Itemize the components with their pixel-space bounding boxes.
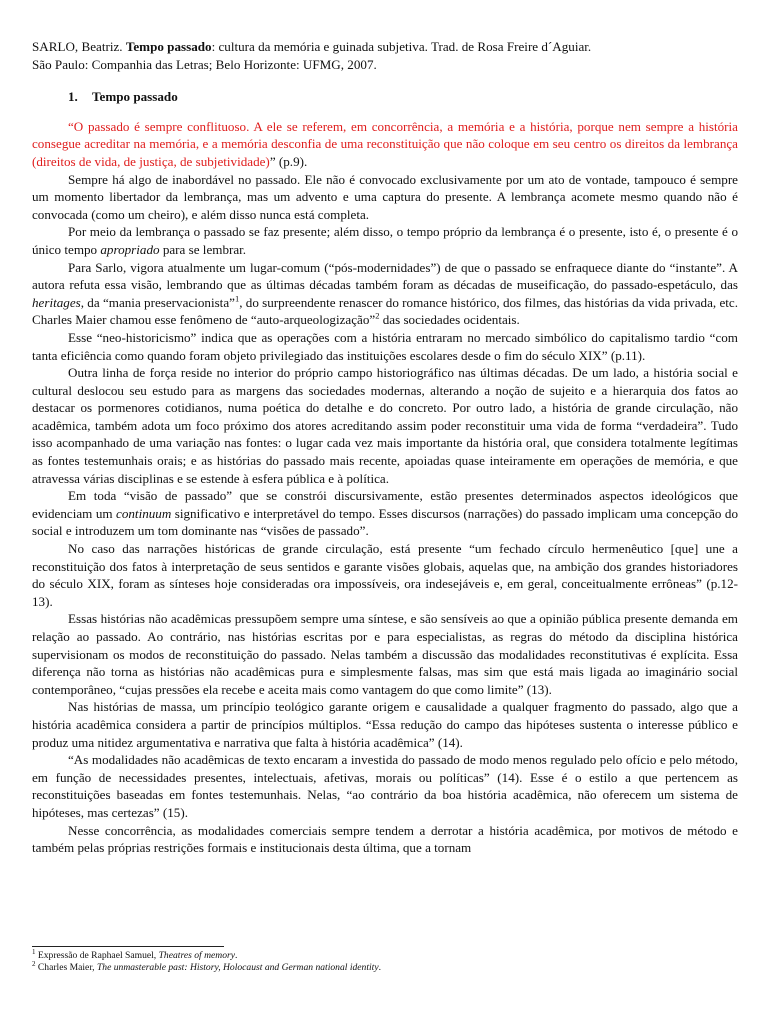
bibliographic-reference — [32, 38, 738, 73]
paragraph: Nesse concorrência, as modalidades comerciais sempre tendem a derrotar a história acadêmica, por motivos de método e também pelas próprias restrições formais e institucionais desta última, que a tornam — [32, 822, 738, 856]
footnotes — [32, 946, 738, 974]
paragraph: Essas histórias não acadêmicas pressupõem sempre uma síntese, e são sensíveis ao que a opinião pública presente demanda em relação ao passado. Ao contrário, nas histórias escritas por e para especialistas, as regras do método da disciplina histórica supervisionam os modos de reconstituição do passado. Nelas também a discussão das modalidades reconstitutivas é explícita. Essa diferença não torna as histórias não acadêmicas pura e simplesmente falsas, mas sim que está mais ligada ao imaginário social contemporâneo, “cujas pressões ela recebe e aceita mais como vantagem do que como limite” (13). — [32, 611, 738, 697]
paragraph: Outra linha de força reside no interior do próprio campo historiográfico nas últimas décadas. De um lado, a história social e cultural deslocou seu estudo para as margens das sociedades modernas, alterando a noção de sujeito e a hierarquia dos fatos ao destacar os pormenores cotidianos, numa poética do detalhe e do concreto. Por outro lado, a história de grande circulação, não acadêmica, também adota um foco próximo dos atores acreditando assim poder reconstituir uma vida de forma “verdadeira”. Tudo isso acompanhado de uma variação nas fontes: o lugar cada vez mais importante da história oral, que considera totalmente legítimas as fontes testemunhais orais; e as histórias do passado mais recente, apoiadas quase inteiramente em operações de memória, e que atravessa várias disciplinas e se estende à esfera pública e à política. — [32, 365, 738, 486]
footnote-1: $^1$ Expressão de Raphael Samuel, Theatres of memory. — [32, 947, 238, 961]
section-heading — [68, 88, 738, 106]
footnote-ref-2[interactable]: 2 — [375, 310, 380, 321]
highlighted-quote: “O passado é sempre conflituoso. A ele se referem, em concorrência, a memória e a história, porque nem sempre a história consegue acreditar na memória, e a memória desconfia de uma reconstituição que não coloque em seu centro os direitos da lembrança (direitos de vida, de justiça, de subjetividade) — [32, 118, 738, 169]
paragraph: Esse “neo-historicismo” indica que as operações com a história entraram no mercado simbólico do capitalismo tardio “com tanta eficiência como quando foram objeto privilegiado das instituições escolares desde o fim do século XIX” (p.11). — [32, 329, 738, 363]
book-title: Tempo passado — [125, 39, 212, 54]
paragraph-quote — [32, 118, 738, 171]
section-title: Tempo passado — [92, 89, 178, 105]
reference-line-2: São Paulo: Companhia das Letras; Belo Horizonte: UFMG, 2007. — [32, 56, 377, 72]
quote-citation: ” (p.9). — [269, 153, 308, 169]
reference-line-1: SARLO, Beatriz. Tempo passado: cultura da memória e guinada subjetiva. Trad. de Rosa Freire d´Aguiar. — [32, 39, 592, 54]
footnote-divider — [32, 946, 224, 947]
paragraph: “As modalidades não acadêmicas de texto encaram a investida do passado de modo menos regulado pelo ofício e pelo método, em função de necessidades presentes, intelectuais, afetivas, morais ou políticas” (14). Esse é o estilo a que pertencem as reconstituições baseadas em fontes testemunhais. Nelas, “ao contrário da boa história acadêmica, não oferecem um sistema de hipóteses, mas certezas” (15). — [32, 752, 738, 820]
paragraph: Nas histórias de massa, um princípio teológico garante origem e causalidade a qualquer fragmento do passado, algo que a história acadêmica considera a partir de princípios múltiplos. “Essa redução do campo das hipóteses sustenta o interesse público e produz uma nitidez argumentativa e narrativa que falta à história acadêmica” (14). — [32, 699, 738, 750]
paragraph: Sempre há algo de inabordável no passado. Ele não é convocado exclusivamente por um ato de vontade, tampouco é sempre um momento libertador da lembrança, mas um advento e uma captura do presente. A lembrança acomete mesmo quando não é convocada (como um cheiro), e além disso nunca está completa. — [32, 171, 738, 222]
paragraph: Por meio da lembrança o passado se faz presente; além disso, o tempo próprio da lembrança é o presente, isto é, o presente é o único tempo apropriado para se lembrar. — [32, 224, 738, 257]
section-number: 1. — [68, 89, 78, 105]
paragraph: Em toda “visão de passado” que se constrói discursivamente, estão presentes determinados aspectos ideológicos que evidenciam um continuum significativo e interpretável do tempo. Esses discursos (narrações) do passado implicam uma concepção do social e introduzem um tom dominante nas “visões de passado”. — [32, 488, 738, 539]
paragraph: Para Sarlo, vigora atualmente um lugar-comum (“pós-modernidades”) de que o passado se enfraquece diante do “instante”. A autora refuta essa visão, lembrando que as últimas décadas também foram as décadas de museificação, do passado-espetáculo, das heritages, da “mania preservacionista”$^1$, do surpreendente renascer do romance histórico, dos filmes, das histórias da vida privada, etc. Charles Maier chamou esse fenômeno de “auto-arqueologização”$^2$ das sociedades ocidentais. — [32, 259, 739, 328]
footnote-ref-1[interactable]: 1 — [234, 293, 240, 304]
paragraph: No caso das narrações históricas de grande circulação, está presente “um fechado círculo hermenêutico [que] une a reconstituição dos fatos à interpretação de seus sentidos e garante visões globais, aquelas que, na ambição dos grandes historiadores do século XIX, foram as sínteses hoje consideradas ora impossíveis, ora indesejáveis e, em geral, conceitualmente errôneas” (p.12-13). — [32, 541, 738, 609]
footnote-2: $^2$ Charles Maier, The unmasterable past: History, Holocaust and German national identity. — [32, 959, 382, 973]
